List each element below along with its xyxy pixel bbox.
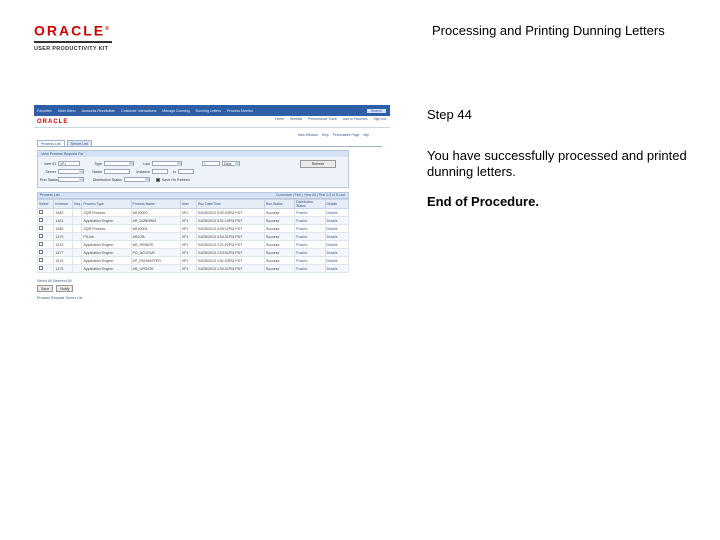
menu-item-3[interactable]: Customer Interactions [121,108,157,113]
user-cell: VP1 [180,257,196,265]
save-button[interactable]: Save [37,285,53,292]
column-header: Run Status [264,200,294,209]
process-name-cell: AR30004 [131,225,180,233]
row-select-cell [38,233,54,241]
slide-title: Processing and Printing Dunning Letters [432,23,665,38]
distribution-status-link[interactable]: Posted [295,265,325,273]
table-header-row [38,200,349,209]
logo-rule [34,41,112,43]
user-cell: VP1 [180,249,196,257]
distribution-status-link[interactable]: Posted [295,257,325,265]
process-type-cell: Application Engine [82,241,131,249]
column-header: Seq. [73,200,82,209]
type-label: Type [94,161,102,166]
distribution-status-link[interactable]: Posted [295,233,325,241]
table-row [38,265,349,273]
utility-link-2[interactable]: Personalize Page [332,133,360,137]
process-list-nav[interactable]: Customize | Find | View All | First 1-8 of 8 Last [275,193,345,197]
process-type-cell: SQR Process [82,225,131,233]
process-name-cell: PO_ACCRUE [131,249,180,257]
utility-link-1[interactable]: Help [321,133,329,137]
run-status-select[interactable] [58,177,84,182]
row-select-cell [38,249,54,257]
details-link[interactable]: Details [325,209,348,217]
header-link-3[interactable]: Add to Favorites [342,117,368,121]
column-header: Process Name [131,200,180,209]
user-id-input[interactable]: VP1 [58,161,80,166]
instance-label: Instance [136,169,150,174]
instance-from-input[interactable] [152,169,168,174]
table-row [38,233,349,241]
bottom-nav-link[interactable]: Process Request Server List [37,296,83,300]
row-select-cell [38,265,54,273]
search-button[interactable]: Search [367,109,386,113]
row-select-cell [38,241,54,249]
run-status-cell: Success [264,209,294,217]
process-name-cell: EP_PAYMASTER [131,257,180,265]
action-buttons [37,285,73,292]
table-row [38,217,349,225]
process-name-cell: AR_DUNNING [131,217,180,225]
last-select[interactable] [152,161,182,166]
distribution-status-link[interactable]: Posted [295,217,325,225]
details-link[interactable]: Details [325,249,348,257]
instruction-panel [427,107,697,210]
run-status-cell: Success [264,233,294,241]
run-datetime-cell: 04/26/2013 4:54:31PM PDT [196,233,264,241]
menu-item-1[interactable]: Main Menu [57,108,76,113]
user-id-label: User ID [43,161,56,166]
column-header: Run Date/Time [196,200,264,209]
row-select-checkbox[interactable] [39,218,43,222]
seq-cell [73,225,82,233]
run-status-cell: Success [264,225,294,233]
user-cell: VP1 [180,265,196,273]
header-link-0[interactable]: Home [274,117,284,121]
name-input[interactable] [104,169,130,174]
instance-cell: 1479 [54,233,73,241]
table-row [38,241,349,249]
header-links [275,117,386,121]
run-status-cell: Success [264,265,294,273]
to-label: to [173,169,176,174]
tab-divider [37,146,382,147]
process-name-cell: AR_UPDATE [131,265,180,273]
run-status-cell: Success [264,217,294,225]
seq-cell [73,241,82,249]
seq-cell [73,209,82,217]
app-screenshot [34,105,390,308]
instance-cell: 1477 [54,249,73,257]
run-status-cell: Success [264,249,294,257]
menu-item-2[interactable]: Accounts Receivable [81,108,116,113]
row-select-checkbox[interactable] [39,242,43,246]
run-datetime-cell: 04/26/2013 1:03:51PM PDT [196,249,264,257]
run-status-label: Run Status [40,177,58,182]
run-datetime-cell: 04/26/2013 1:21:02PM PDT [196,241,264,249]
notify-button[interactable]: Notify [56,285,73,292]
instance-cell: 1478 [54,241,73,249]
run-datetime-cell: 04/26/2013 1:00:41PM PDT [196,265,264,273]
table-row [38,249,349,257]
seq-cell [73,249,82,257]
details-link[interactable]: Details [325,225,348,233]
user-cell: VP1 [180,241,196,249]
instance-to-input[interactable] [178,169,194,174]
server-select[interactable] [58,169,84,174]
app-brand-logo: ORACLE [37,119,69,125]
run-datetime-cell: 04/26/2013 5:02:03PM PDT [196,209,264,217]
seq-cell [73,233,82,241]
filter-panel [37,150,349,188]
row-select-cell [38,225,54,233]
user-cell: VP1 [180,209,196,217]
row-select-checkbox[interactable] [39,226,43,230]
filter-panel-title: View Process Request For [38,151,348,157]
oracle-upk-logo [34,22,134,52]
menu-item-4[interactable]: Manage Dunning [162,108,190,113]
tab-0[interactable]: Process List [37,140,65,147]
run-datetime-cell: 04/26/2013 1:01:03PM PDT [196,257,264,265]
process-list-title: Process List [40,193,60,197]
seq-cell [73,257,82,265]
run-status-cell: Success [264,257,294,265]
select-all-links[interactable]: Select All Deselect All [37,279,72,283]
process-name-cell: AR_REBATE [131,241,180,249]
logo-subtitle: USER PRODUCTIVITY KIT [34,45,109,52]
instance-cell: 1475 [54,265,73,273]
process-name-cell: ARJOB [131,233,180,241]
table-row [38,209,349,217]
column-header: User [180,200,196,209]
distribution-status-link[interactable]: Posted [295,209,325,217]
last-count-input[interactable]: 1 [202,161,220,166]
column-header: Select [38,200,54,209]
instance-cell: 1476 [54,257,73,265]
tab-1[interactable]: Server List [67,140,92,147]
table-row [38,225,349,233]
server-label: Server [45,169,56,174]
seq-cell [73,265,82,273]
seq-cell [73,217,82,225]
name-label: Name [92,169,102,174]
row-select-cell [38,217,54,225]
menu-item-5[interactable]: Dunning Letters [195,108,222,113]
user-cell: VP1 [180,217,196,225]
distribution-status-select[interactable] [124,177,150,182]
column-header: Distribution Status [295,200,325,209]
process-name-cell: AR30000 [131,209,180,217]
process-type-cell: PSJob [82,233,131,241]
details-link[interactable]: Details [325,257,348,265]
process-list-table [37,199,349,273]
row-select-checkbox[interactable] [39,266,43,270]
days-select[interactable]: Days [222,161,240,166]
user-cell: VP1 [180,225,196,233]
menu-item-0[interactable]: Favorites [37,108,52,113]
process-type-cell: Application Engine [82,217,131,225]
process-type-cell: Application Engine [82,265,131,273]
instance-cell: 1482 [54,209,73,217]
step-number: Step 44 [427,107,472,122]
header-link-1[interactable]: Worklist [290,117,302,121]
column-header: Details [325,200,348,209]
row-select-checkbox[interactable] [39,250,43,254]
app-menubar [34,105,390,116]
row-select-cell [38,209,54,217]
header-link-4[interactable]: Sign out [373,117,386,121]
process-type-cell: SQR Process [82,209,131,217]
details-link[interactable]: Details [325,233,348,241]
oracle-wordmark: ORACLE® [34,22,109,39]
distribution-status-link[interactable]: Posted [295,241,325,249]
utility-link-3[interactable]: http [363,133,370,137]
process-type-cell: Application Engine [82,249,131,257]
page-utility-links [298,133,369,137]
header-link-2[interactable]: Performance Trace [308,117,337,121]
app-brand-bar [34,116,390,128]
process-list-header [37,192,349,199]
instance-cell: 1481 [54,217,73,225]
details-link[interactable]: Details [325,217,348,225]
distribution-status-label: Distribution Status [92,177,122,182]
distribution-status-link[interactable]: Posted [295,225,325,233]
end-of-procedure: End of Procedure. [427,194,539,209]
column-header: Instance [54,200,73,209]
run-datetime-cell: 04/26/2013 5:01:19PM PDT [196,217,264,225]
refresh-button[interactable]: Refresh [300,160,336,168]
column-header: Process Type [82,200,131,209]
user-cell: VP1 [180,233,196,241]
save-on-refresh-checkbox[interactable] [156,178,160,182]
process-type-cell: Application Engine [82,257,131,265]
menu-item-6[interactable]: Process Monitor [227,108,253,113]
run-status-cell: Success [264,241,294,249]
details-link[interactable]: Details [325,241,348,249]
row-select-checkbox[interactable] [39,210,43,214]
last-label: Last [143,161,150,166]
save-on-refresh-label: Save On Refresh [162,177,190,182]
row-select-checkbox[interactable] [39,234,43,238]
row-select-cell [38,257,54,265]
run-datetime-cell: 04/26/2013 4:55:12PM PDT [196,225,264,233]
step-description: You have successfully processed and printed dunning letters. [427,148,687,179]
distribution-status-link[interactable]: Posted [295,249,325,257]
row-select-checkbox[interactable] [39,258,43,262]
utility-link-0[interactable]: New Window [298,133,318,137]
type-select[interactable] [104,161,134,166]
details-link[interactable]: Details [325,265,348,273]
table-row [38,257,349,265]
instance-cell: 1480 [54,225,73,233]
